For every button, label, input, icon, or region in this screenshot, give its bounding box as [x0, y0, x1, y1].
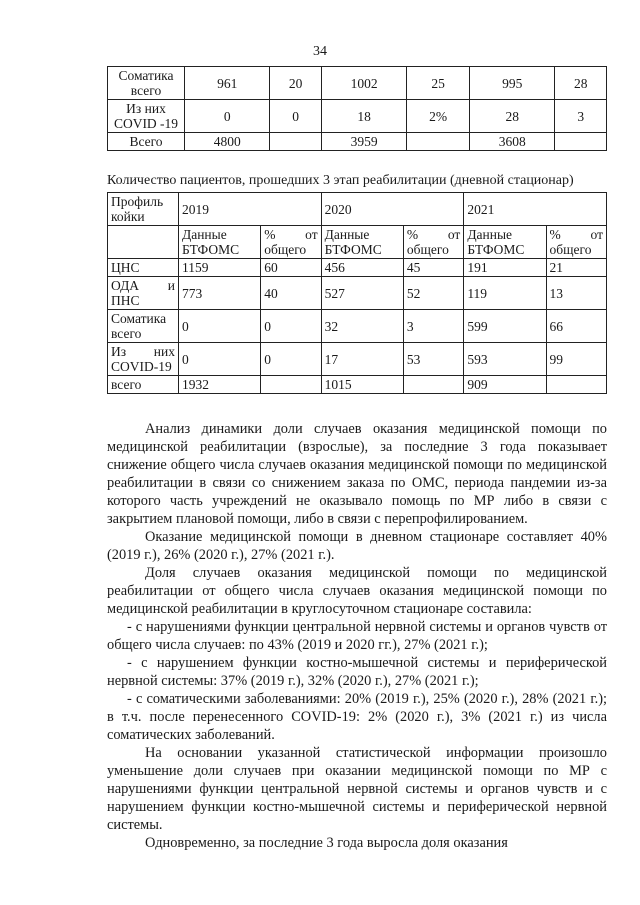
table-cell: 32 [321, 310, 403, 343]
table-row [108, 343, 607, 376]
table-cell: 40 [261, 277, 321, 310]
paragraph: Анализ динамики доли случаев оказания медицинской помощи по медицинской реабилитации (взрослые), за последние 3 года показывает снижение общего числа случаев оказания медицинской помощи по медицинской реабилитации в связи со снижением заказа по ОМС, периода пандемии из-за которого часть учреждений не оказывало помощь по МР либо в связи с закрытием плановой помощи, либо в связи с перепрофилированием. [107, 421, 607, 527]
subheader-data: Данные БТФОМС [321, 226, 403, 259]
row-label: всего [108, 376, 179, 394]
table-cell: 593 [464, 343, 546, 376]
table-cell: 961 [185, 67, 270, 100]
table-cell: 773 [179, 277, 261, 310]
table-row [108, 277, 607, 310]
paragraph: - с соматическими заболеваниями: 20% (2019 г.), 25% (2020 г.), 28% (2021 г.); в т.ч. после перенесенного COVID-19: 2% (2020 г.), 3% (2021 г.) из числа соматических заболеваний. [107, 691, 607, 743]
paragraph: Одновременно, за последние 3 года выросла доля оказания [145, 835, 508, 851]
subheader-percent: % от общего [261, 226, 321, 259]
table-day-hospital [107, 192, 607, 394]
empty-cell [108, 226, 179, 259]
table-caption: Количество пациентов, прошедших 3 этап реабилитации (дневной стационар) [107, 173, 574, 188]
paragraph: - с нарушением функции костно-мышечной системы и периферической нервной системы: 37% (2019 г.), 32% (2020 г.), 27% (2021 г.); [107, 655, 607, 689]
subheader-data: Данные БТФОМС [464, 226, 546, 259]
table-cell: 3959 [321, 133, 406, 151]
table-cell: 45 [403, 259, 463, 277]
table-cell [546, 376, 606, 394]
header-year: 2021 [464, 193, 607, 226]
table-row [108, 67, 607, 100]
table-cell: 0 [179, 343, 261, 376]
table-cell: 599 [464, 310, 546, 343]
header-profile: Профиль койки [108, 193, 179, 226]
table-rehab-continued [107, 66, 607, 151]
table-cell: 1932 [179, 376, 261, 394]
table-subheader-row [108, 226, 607, 259]
table-cell: 2% [407, 100, 470, 133]
header-year: 2020 [321, 193, 464, 226]
table-cell: 995 [470, 67, 555, 100]
paragraph: Оказание медицинской помощи в дневном стационаре составляет 40% (2019 г.), 26% (2020 г.), 27% (2021 г.). [107, 529, 607, 563]
paragraph: - с нарушениями функции центральной нервной системы и органов чувств от общего числа случаев: по 43% (2019 и 2020 гг.), 27% (2021 г.); [107, 619, 607, 653]
table-row [108, 133, 607, 151]
table-cell [403, 376, 463, 394]
table-cell: 28 [555, 67, 607, 100]
subheader-percent: % от общего [546, 226, 606, 259]
table-row [108, 310, 607, 343]
table-cell: 4800 [185, 133, 270, 151]
row-label: Соматика всего [108, 310, 179, 343]
table-cell: 60 [261, 259, 321, 277]
table-cell: 18 [321, 100, 406, 133]
row-label: ОДА и ПНС [108, 277, 179, 310]
table-cell [407, 133, 470, 151]
table-cell: 21 [546, 259, 606, 277]
table-cell [261, 376, 321, 394]
table-cell: 25 [407, 67, 470, 100]
table-cell: 13 [546, 277, 606, 310]
header-year: 2019 [179, 193, 322, 226]
table-row [108, 259, 607, 277]
paragraph: На основании указанной статистической информации произошло уменьшение доли случаев при оказании медицинской помощи по МР с нарушениями функции центральной нервной системы и органов чувств и с нарушением функции костно-мышечной системы и периферической нервной системы. [107, 745, 607, 833]
table-cell: 0 [261, 343, 321, 376]
table-cell: 28 [470, 100, 555, 133]
table-cell: 191 [464, 259, 546, 277]
table-cell: 1002 [321, 67, 406, 100]
row-label: Всего [108, 133, 185, 151]
table-cell: 3 [403, 310, 463, 343]
table-cell: 0 [261, 310, 321, 343]
subheader-percent: % от общего [403, 226, 463, 259]
table-cell: 119 [464, 277, 546, 310]
table-cell: 0 [270, 100, 321, 133]
table-cell: 1159 [179, 259, 261, 277]
table-cell: 527 [321, 277, 403, 310]
table-header-row [108, 193, 607, 226]
table-row [108, 376, 607, 394]
table-cell: 1015 [321, 376, 403, 394]
table-cell: 0 [185, 100, 270, 133]
table-cell: 456 [321, 259, 403, 277]
table-cell: 3608 [470, 133, 555, 151]
body-text [107, 420, 607, 852]
table-cell [555, 133, 607, 151]
table-cell: 0 [179, 310, 261, 343]
table-cell: 3 [555, 100, 607, 133]
paragraph: Доля случаев оказания медицинской помощи по медицинской реабилитации от общего числа случаев оказания медицинской помощи по медицинской реабилитации в круглосуточном стационаре составила: [107, 565, 607, 617]
row-label: Соматика всего [108, 67, 185, 100]
table-cell: 17 [321, 343, 403, 376]
table-cell: 20 [270, 67, 321, 100]
row-label: Из них COVID -19 [108, 100, 185, 133]
table-cell: 53 [403, 343, 463, 376]
table-row [108, 100, 607, 133]
table-cell: 909 [464, 376, 546, 394]
table-cell [270, 133, 321, 151]
page-number: 34 [313, 44, 327, 59]
row-label: Из них COVID-19 [108, 343, 179, 376]
table-cell: 99 [546, 343, 606, 376]
table-cell: 66 [546, 310, 606, 343]
subheader-data: Данные БТФОМС [179, 226, 261, 259]
row-label: ЦНС [108, 259, 179, 277]
table-cell: 52 [403, 277, 463, 310]
